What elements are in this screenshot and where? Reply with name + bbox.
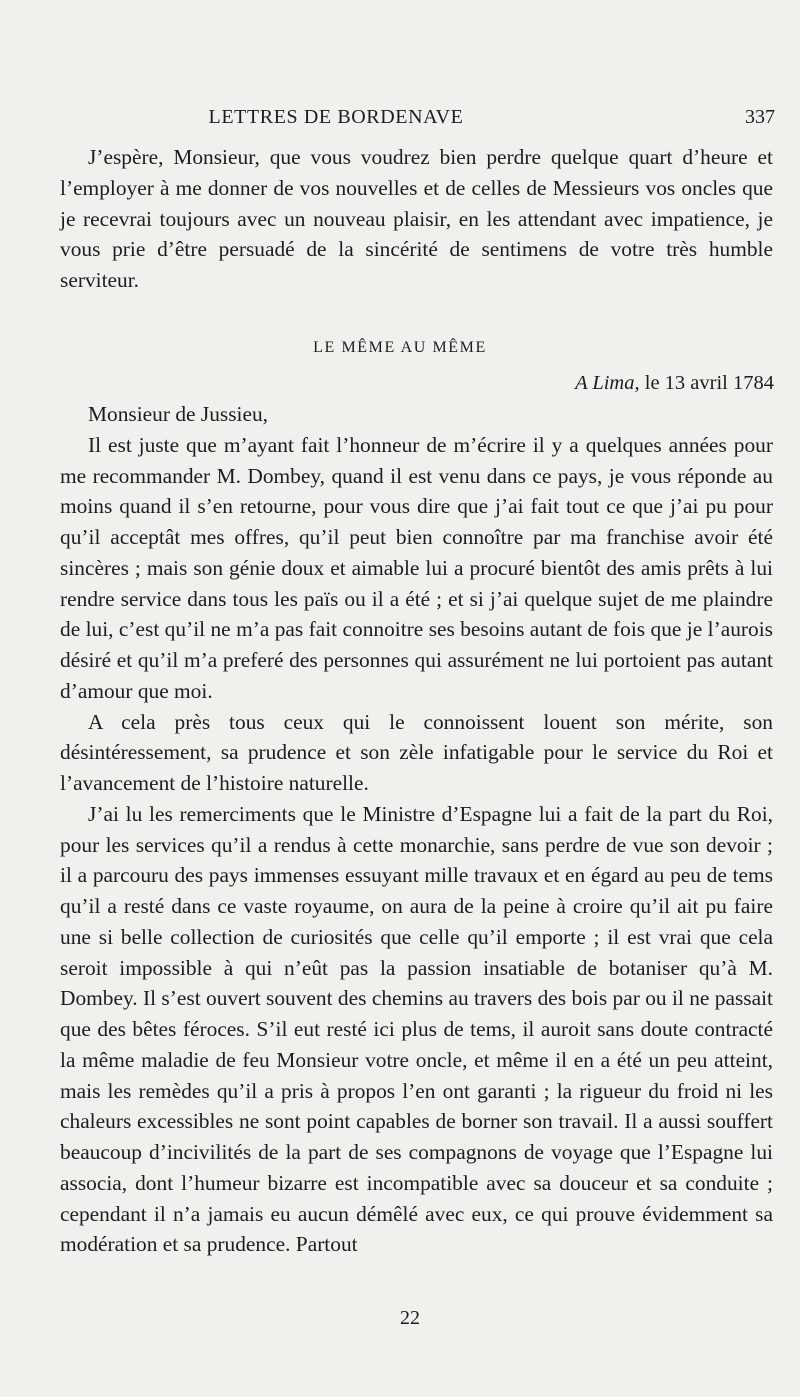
- dateline-date: le 13 avril 1784: [639, 372, 774, 394]
- letter-heading: LE MÊME AU MÊME: [313, 339, 487, 356]
- body-paragraph: J’ai lu les remerciments que le Ministre d’Espagne lui a fait de la part du Roi, pour les services qu’il a rendus à cette monarchie, sans perdre de vue son devoir ; il a parcouru des pays immenses essuyant mille travaux et en égard au peu de tems qu’il a resté dans ce vaste royaume, on aura de la peine à croire qu’il ait pu faire une si belle collection de curiosités que celle qu’il emporte ; il est vrai que cela seroit impossible à qui n’eût pas la passion insatiable de botaniser qu’à M. Dombey. Il s’est ouvert souvent des chemins au travers des bois par ou il ne passait que des bêtes féroces. S’il eut resté ici plus de tems, il auroit sans doute contracté la même maladie de feu Monsieur votre oncle, et même il en a été un peu atteint, mais les remèdes qu’il a pris à propos l’en ont garanti ; la rigueur du froid ni les chaleurs excessibles ne sont point capables de borner son travail. Il a aussi souffert beaucoup d’incivilités de la part de ses compagnons de voyage que l’Espagne lui associa, dont l’humeur bizarre est incompatible avec sa douceur et sa conduite ; cependant il n’a jamais eu aucun démêlé avec eux, ce qui prouve évidemment sa modération et sa prudence. Partout: [60, 801, 773, 1257]
- page-header: [0, 106, 800, 136]
- dateline-place: A Lima,: [575, 372, 640, 394]
- previous-letter-ending: [60, 142, 773, 296]
- body-paragraph: Il est juste que m’ayant fait l’honneur de m’écrire il y a quelques années pour me recommander M. Dombey, quand il est venu dans ce pays, je vous réponde au moins quand il s’en retourne, pour vous dire que j’ai fait tout ce que j’ai pu pour qu’il acceptât mes offres, qu’il peut bien connoître par ma franchise avoir été sincères ; mais son génie doux et aimable lui a procuré bientôt des amis prêts à lui rendre service dans tous les païs ou il a été ; et si j’ai quelque sujet de me plaindre de lui, c’est qu’il ne m’a pas fait connoitre ses besoins autant de fois que je l’aurois désiré et qu’il m’a preferé des personnes qui assurément ne lui portoient pas autant d’amour que moi.: [60, 432, 773, 703]
- page-number: 337: [745, 106, 775, 128]
- running-title: LETTRES DE BORDENAVE: [208, 106, 464, 128]
- closing-paragraph: J’espère, Monsieur, que vous voudrez bien perdre quelque quart d’heure et l’employer à me donner de vos nouvelles et de celles de Messieurs vos oncles que je recevrai toujours avec un nouveau plaisir, en les attendant avec impatience, je vous prie d’être persuadé de la sincérité de sentimens de votre très humble serviteur.: [60, 145, 773, 292]
- letter-body: [60, 399, 773, 1260]
- salutation: Monsieur de Jussieu,: [88, 402, 269, 426]
- signature-mark: 22: [400, 1307, 420, 1329]
- dateline: [60, 372, 774, 395]
- body-paragraph: A cela près tous ceux qui le connoissent louent son mérite, son désintéressement, sa prudence et son zèle infatigable pour le service du Roi et l’avancement de l’histoire naturelle.: [60, 709, 773, 795]
